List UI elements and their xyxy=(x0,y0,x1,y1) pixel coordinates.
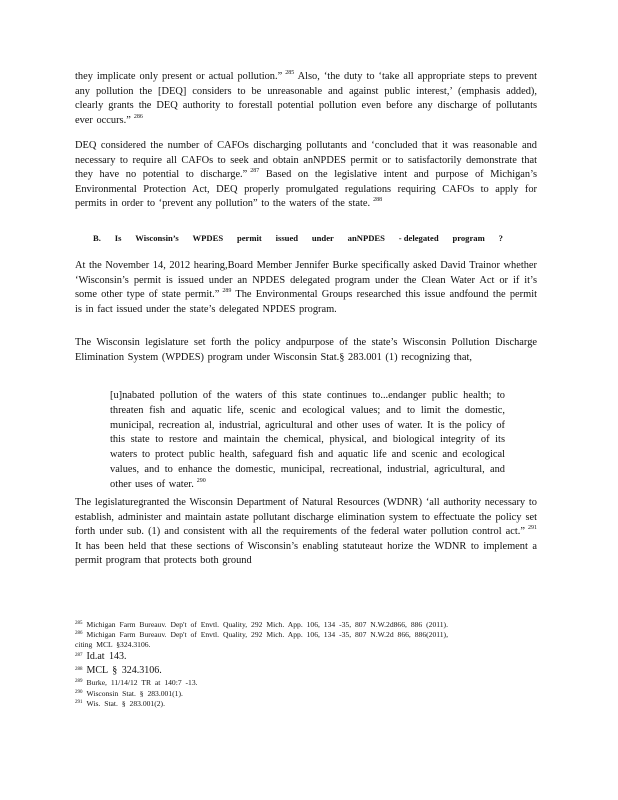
footnote-number: 285 xyxy=(75,621,83,626)
heading-word: B. xyxy=(93,233,101,243)
footnote-number: 291 xyxy=(75,700,83,706)
heading-word: Wisconsin’s xyxy=(135,233,179,243)
section-heading xyxy=(93,233,503,243)
footnote-ref: 287 xyxy=(250,168,260,175)
paragraph-wisconsin-legislature xyxy=(75,336,537,365)
footnote-number: 287 xyxy=(75,653,83,659)
footnote-number: 288 xyxy=(75,667,83,673)
paragraph-text: At the November 14, 2012 hearing,Board Member Jennifer Burke specifically asked David Trainor whether ‘Wisconsin’s permit is issued under an NPDES delegated program under the Clean Water Act or if it’s some other type of state permit.” xyxy=(75,260,537,301)
quote-text: [u]nabated pollution of the waters of this state continues to...endanger public health; to threaten fish and aquatic life, scenic and ecological values; and to limit the domestic, municipal, recreation al, industrial, agricultural and other uses of water. It is the policy of this state to restore and maintain the chemical, physical, and biological integrity of its waters to protect public health, safeguard fish and aquatic life and scenic and ecological values, and to enhance the domestic, municipal, recreational, industrial, agricultural, and other uses of water. xyxy=(110,390,505,490)
heading-word: WPDES xyxy=(192,233,224,243)
footnote-number: 289 xyxy=(75,679,83,685)
paragraph-pollution-duty xyxy=(75,70,537,128)
footnote xyxy=(75,629,545,639)
heading-word: permit xyxy=(236,233,262,243)
paragraph-text: The Environmental Groups researched this issue andfound the permit is in fact issued under the state’s delegated NPDES program. xyxy=(75,289,537,315)
footnote-text: Id.at 143. xyxy=(86,651,127,663)
heading-word: ? xyxy=(498,233,503,243)
paragraph-text: The legislaturegranted the Wisconsin Department of Natural Resources (WDNR) ‘all authority necessary to establish, administer and maintain astate pollutant discharge elimination system to effectuate the policy set forth under sub. (1) and consistent with all the requirements of the federal water pollution control act.” xyxy=(75,497,537,538)
block-quote xyxy=(110,389,505,493)
heading-word: program xyxy=(452,233,485,243)
footnote-text: Wis. Stat. § 283.001(2). xyxy=(86,699,165,709)
footnote-text: Burke, 11/14/12 TR at 140:7 -13. xyxy=(86,678,198,688)
paragraph-text: Also, ‘the duty to ‘take all appropriate steps to prevent any pollution the [DEQ] considers to be unreasonable and against public interest,’ (emphasis added), clearly grants the DEQ authority to forestall potential pollution even before any discharge of pollutants ever occurs.” xyxy=(75,71,537,126)
footnote-number: 286 xyxy=(75,631,83,637)
footnote xyxy=(75,688,545,698)
paragraph-text: DEQ considered the number of CAFOs discharging pollutants and ‘concluded that it was reasonable and necessary to require all CAFOs to seek and obtain anNPDES permit or to satisfactorily demonstrate that they have no potential to discharge.” xyxy=(75,140,537,181)
footnote xyxy=(75,677,545,687)
footnote-number: 290 xyxy=(75,689,83,695)
footnote xyxy=(75,698,545,708)
heading-word: anNPDES xyxy=(347,233,385,243)
footnote-text: citing MCL §324.3106. xyxy=(75,639,151,649)
footnotes xyxy=(75,619,545,708)
footnote-ref: 290 xyxy=(196,477,206,484)
paragraph-text: they implicate only present or actual pollution.” xyxy=(75,71,283,82)
footnote-ref: 285 xyxy=(285,70,295,76)
paragraph-text: It has been held that these sections of Wisconsin’s enabling statuteaut horize the WDNR to implement a permit program that protects both ground xyxy=(75,540,537,567)
footnote-ref: 288 xyxy=(373,197,383,204)
footnote-ref: 291 xyxy=(528,525,537,532)
footnote-text: Wisconsin Stat. § 283.001(1). xyxy=(86,688,183,698)
paragraph-deq-cafos xyxy=(75,139,537,212)
footnote-ref: 286 xyxy=(133,113,143,120)
footnote-text: Michigan Farm Bureauv. Dep't of Envtl. Quality, 292 Mich. App. 106, 134 -35, 807 N.W.2d 866, 886(2011), xyxy=(86,630,448,640)
footnote-ref: 289 xyxy=(222,288,232,295)
footnote xyxy=(75,649,545,663)
heading-word: - delegated xyxy=(398,233,439,243)
heading-word: Is xyxy=(114,233,122,243)
paragraph-text: The Wisconsin legislature set forth the policy andpurpose of the state’s Wisconsin Pollution Discharge Elimination System (WPDES) program under Wisconsin Stat.§ 283.001 (1) recognizing that, xyxy=(75,337,537,363)
paragraph-text: Based on the legislative intent and purpose of Michigan’s Environmental Protection Act, DEQ properly promulgated regulations requiring CAFOs to apply for permits in order to ‘prevent any pollution” to the waters of the state. xyxy=(75,169,538,210)
footnote-text: MCL § 324.3106. xyxy=(86,665,162,677)
footnote xyxy=(75,640,545,649)
paragraph-wdnr-authority xyxy=(75,496,537,569)
footnote-text: Michigan Farm Bureauv. Dep't of Envtl. Quality, 292 Mich. App. 106, 134 -35, 807 N.W.2d866, 886 (2011). xyxy=(86,620,448,629)
paragraph-hearing xyxy=(75,259,537,317)
heading-word: issued xyxy=(275,233,299,243)
footnote xyxy=(75,619,545,629)
footnote xyxy=(75,663,545,677)
heading-word: under xyxy=(311,233,334,243)
